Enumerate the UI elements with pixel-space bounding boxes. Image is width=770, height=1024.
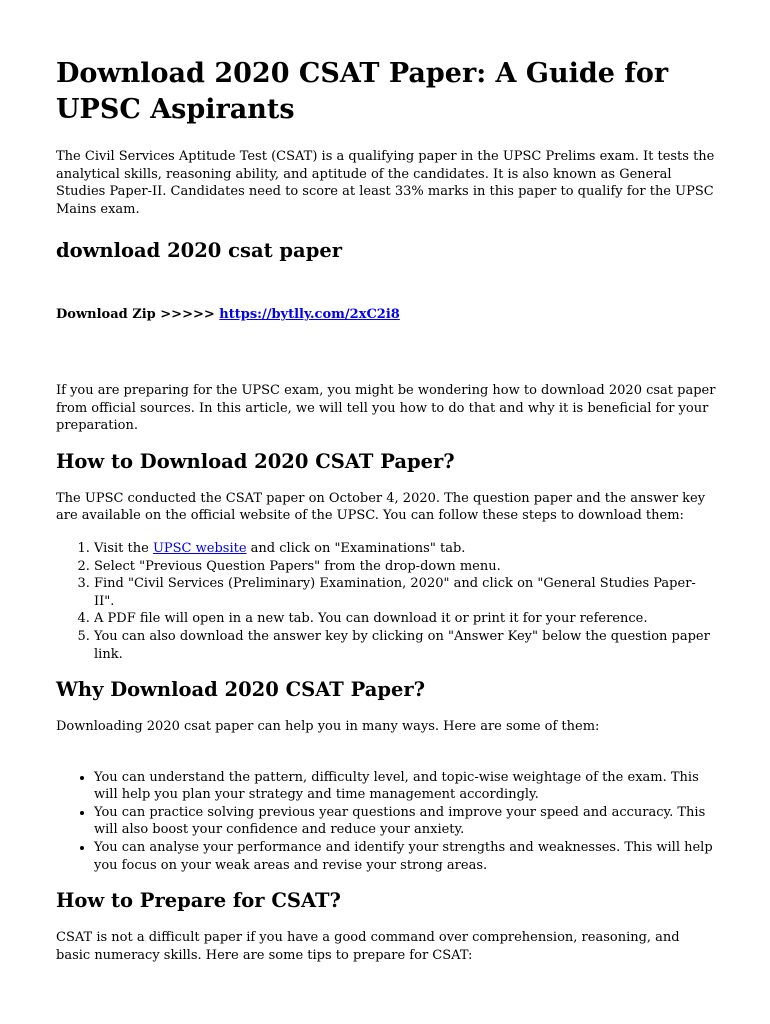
why-download-paragraph: Downloading 2020 csat paper can help you in many ways. Here are some of them:	[56, 719, 600, 735]
benefits-list	[56, 769, 716, 875]
download-steps-list	[56, 540, 716, 663]
download-link[interactable]: https://bytlly.com/2xC2i8	[219, 307, 400, 323]
prepare-paragraph: If you are preparing for the UPSC exam, you might be wondering how to download 2020 csat paper from official sources. In this article, we will tell you how to do that and why it is beneficial for your preparation.	[56, 382, 716, 434]
how-to-download-heading: How to Download 2020 CSAT Paper?	[56, 449, 455, 473]
why-download-heading: Why Download 2020 CSAT Paper?	[56, 678, 426, 702]
download-heading: download 2020 csat paper	[56, 239, 343, 263]
step-item: 5. You can also download the answer key by clicking on "Answer Key" below the question paper link.	[94, 628, 716, 663]
step1-prefix: Visit the	[94, 540, 153, 556]
benefit-item: • You can analyse your performance and identify your strengths and weaknesses. This will help you focus on your weak areas and revise your strong areas.	[94, 839, 716, 874]
page-title: Download 2020 CSAT Paper: A Guide for UPSC Aspirants	[56, 58, 669, 125]
download-line	[56, 306, 716, 324]
step-item	[94, 540, 716, 558]
upsc-website-link[interactable]: UPSC website	[152, 540, 247, 556]
benefit-item: • You can understand the pattern, difficulty level, and topic-wise weightage of the exam. This will help you plan your strategy and time management accordingly.	[94, 769, 716, 804]
how-to-download-paragraph: The UPSC conducted the CSAT paper on October 4, 2020. The question paper and the answer key are available on the official website of the UPSC. You can follow these steps to download them:	[56, 490, 706, 524]
download-label: Download Zip >>>>>	[56, 307, 220, 323]
intro-paragraph: The Civil Services Aptitude Test (CSAT) is a qualifying paper in the UPSC Prelims exam. It tests the analytical skills, reasoning ability, and aptitude of the candidates. It is also known as General Studies Paper-II. Candidates need to score at least 33% marks in this paper to qualify for the UPSC Mains exam.	[56, 149, 715, 217]
how-to-prepare-paragraph: CSAT is not a difficult paper if you have a good command over comprehension, reasoning, and basic numeracy skills. Here are some tips to prepare for CSAT:	[56, 930, 680, 963]
step-item: 2. Select "Previous Question Papers" from the drop-down menu.	[94, 558, 716, 576]
step1-suffix: and click on "Examinations" tab.	[246, 540, 466, 556]
step-item: 3. Find "Civil Services (Preliminary) Examination, 2020" and click on "General Studies Paper-II".	[94, 575, 716, 610]
document-page	[56, 0, 716, 964]
step-item: 4. A PDF file will open in a new tab. You can download it or print it for your reference.	[94, 610, 716, 628]
benefit-item: • You can practice solving previous year questions and improve your speed and accuracy. This will also boost your confidence and reduce your anxiety.	[94, 804, 716, 839]
how-to-prepare-heading: How to Prepare for CSAT?	[56, 889, 341, 913]
